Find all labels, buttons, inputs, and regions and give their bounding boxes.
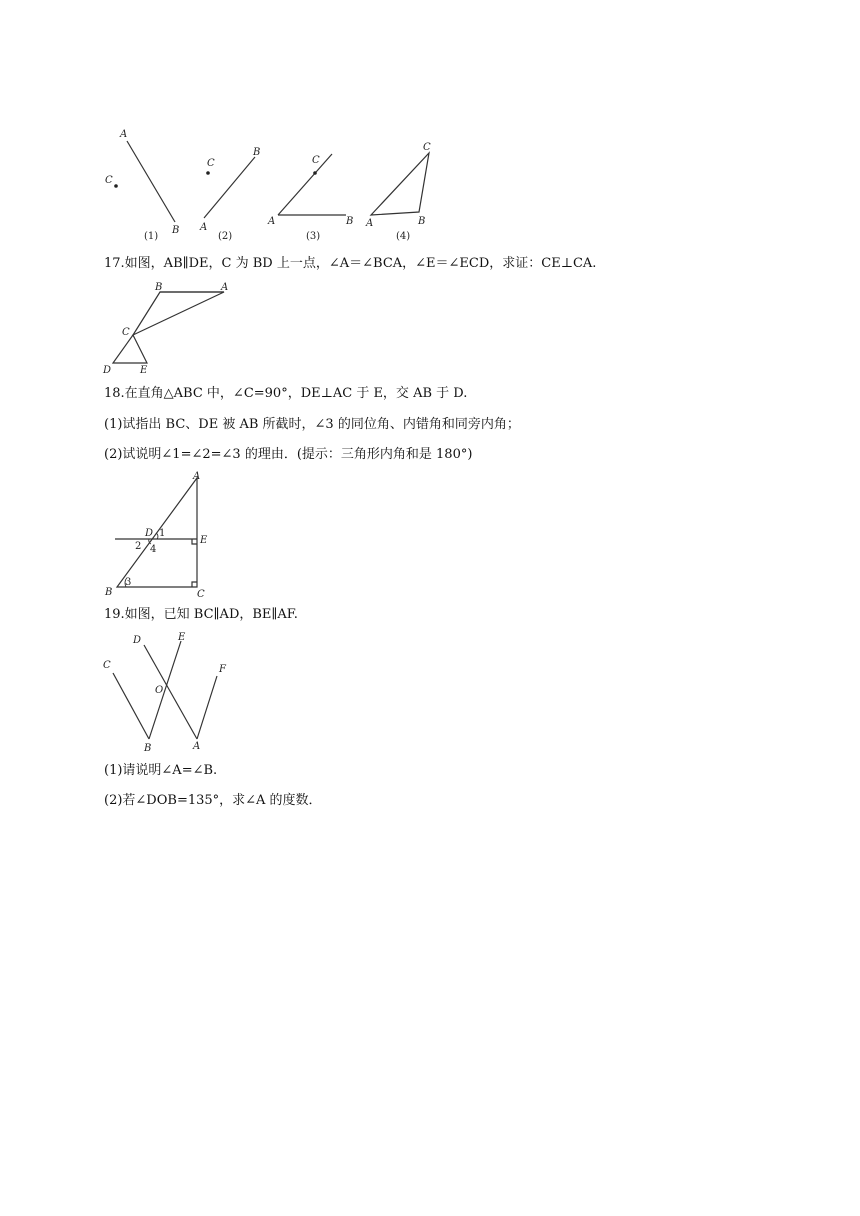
fig18-label-A: A — [193, 471, 201, 482]
fig16-p4-label-A: A — [366, 218, 374, 229]
figure-18 — [100, 470, 220, 600]
question-18-part-2: (2)试说明∠1=∠2=∠3 的理由．(提示：三角形内角和是 180°) — [104, 447, 473, 462]
fig16-p2-caption: (2) — [218, 231, 233, 242]
fig19-label-F: F — [219, 664, 226, 675]
fig16-p3-label-B: B — [346, 216, 354, 227]
fig17-label-A: A — [221, 282, 229, 293]
fig18-number-4: 4 — [150, 544, 157, 555]
figure-19 — [100, 630, 240, 756]
fig16-p3-label-C: C — [312, 155, 320, 166]
fig19-label-B: B — [144, 743, 152, 754]
figure-16 — [100, 125, 450, 243]
fig18-number-1: 1 — [159, 528, 166, 539]
fig19-label-D: D — [133, 635, 142, 646]
fig19-label-O: O — [155, 685, 164, 696]
fig16-p3-label-A: A — [268, 216, 276, 227]
fig16-p4-label-C: C — [423, 142, 431, 153]
fig16-p3-caption: (3) — [306, 231, 321, 242]
fig16-p1-label-A: A — [120, 129, 128, 140]
fig19-label-A: A — [193, 741, 201, 752]
fig16-p1-label-B: B — [172, 225, 180, 236]
fig19-label-C: C — [103, 660, 111, 671]
fig16-p1-caption: (1) — [144, 231, 159, 242]
fig16-p2-label-A: A — [200, 222, 208, 233]
fig18-label-D: D — [145, 528, 154, 539]
figure-17 — [100, 278, 240, 376]
question-18-text: 18.在直角△ABC 中，∠C=90°，DE⊥AC 于 E，交 AB 于 D. — [104, 386, 468, 401]
question-19-text: 19.如图，已知 BC∥AD，BE∥AF. — [104, 607, 298, 622]
question-17-text: 17.如图，AB∥DE，C 为 BD 上一点，∠A＝∠BCA，∠E＝∠ECD，求证：CE⊥CA. — [104, 256, 597, 271]
fig18-number-3: 3 — [125, 577, 132, 588]
question-19-part-2: (2)若∠DOB=135°，求∠A 的度数． — [104, 793, 322, 808]
question-18-part-1: (1)试指出 BC、DE 被 AB 所截时，∠3 的同位角、内错角和同旁内角； — [104, 417, 520, 432]
fig19-label-E: E — [178, 632, 186, 643]
fig17-label-D: D — [103, 365, 112, 376]
fig18-label-C: C — [197, 589, 205, 600]
fig17-label-C: C — [122, 327, 130, 338]
fig17-label-B: B — [155, 282, 163, 293]
fig16-p2-label-B: B — [253, 147, 261, 158]
fig18-label-B: B — [105, 587, 113, 598]
fig18-label-E: E — [200, 535, 208, 546]
fig16-p4-caption: (4) — [396, 231, 411, 242]
fig16-p2-label-C: C — [207, 158, 215, 169]
fig16-p4-label-B: B — [418, 216, 426, 227]
fig16-p1-label-C: C — [105, 175, 113, 186]
question-19-part-1: (1)请说明∠A=∠B. — [104, 763, 218, 778]
fig17-label-E: E — [140, 365, 148, 376]
fig18-number-2: 2 — [135, 541, 142, 552]
